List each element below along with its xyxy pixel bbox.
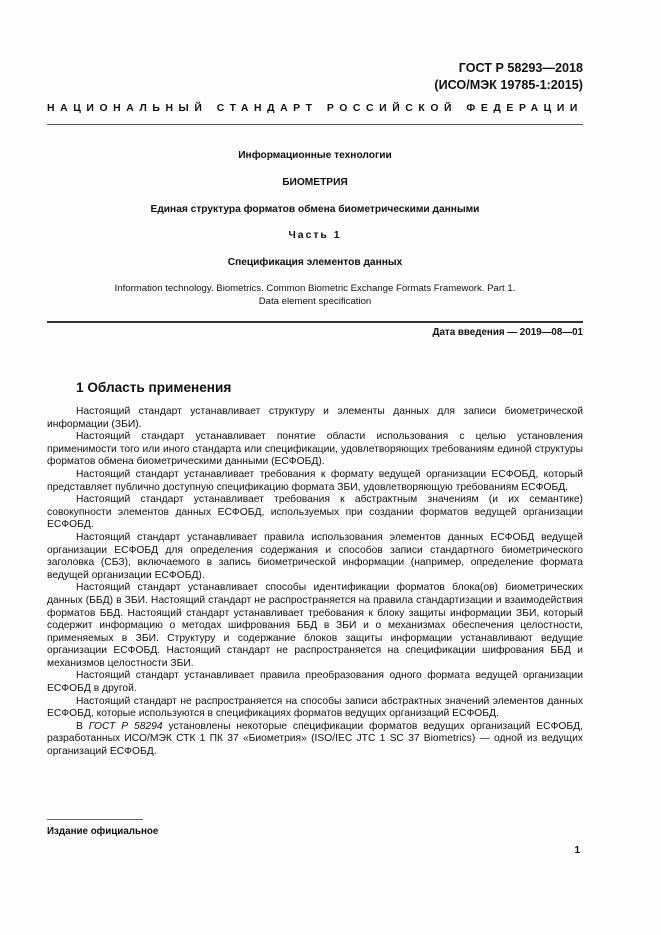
paragraph: Настоящий стандарт устанавливает правила преобразования одного формата ведущей организации ЕСФОБД в другой. <box>47 670 583 695</box>
paragraph: Настоящий стандарт устанавливает структуру и элементы данных для записи биометрической информации (ЗБИ). <box>47 406 583 430</box>
gost-reference-link[interactable]: ГОСТ Р 58294 <box>88 720 163 732</box>
title-divider <box>47 321 583 323</box>
title-line-4: Спецификация элементов данных <box>227 257 403 268</box>
english-title-line-2: Data element specification <box>258 295 372 307</box>
last-para-prefix: В <box>76 720 89 732</box>
part-label: Часть 1 <box>288 230 342 241</box>
paragraph: Настоящий стандарт устанавливает требования к формату ведущей организации ЕСФОБД, который представляет публично доступную спецификацию формата ЗБИ, удовлетворяющую требованиям ЕСФОБД. <box>47 468 583 493</box>
introduction-date: Дата введения — 2019—08—01 <box>432 327 583 338</box>
paragraph: Настоящий стандарт устанавливает понятие области использования с целью установления применимости того или иного стандарта или спецификации, удовлетворяющих требованиям единой структуры форматов обмена биометрическими данными (ЕСФОБД). <box>47 431 583 468</box>
paragraph-last <box>47 721 583 759</box>
national-standard-banner: НАЦИОНАЛЬНЫЙ СТАНДАРТ РОССИЙСКОЙ ФЕДЕРАЦИИ <box>47 103 583 114</box>
english-title <box>47 283 583 308</box>
section-body <box>47 406 583 759</box>
english-title-line-1: Information technology. Biometrics. Common Biometric Exchange Formats Framework. Part 1. <box>114 283 516 294</box>
paragraph: Настоящий стандарт устанавливает правила использования элементов данных ЕСФОБД ведущей организации ЕСФОБД для определения содержания и способов записи стандартного биометрического заголовка (СБЗ), включаемого в запись биометрической информации (например, определение формата ведущей организации ЕСФОБД). <box>47 531 583 581</box>
title-line-2: БИОМЕТРИЯ <box>282 177 348 188</box>
page-number: 1 <box>574 845 580 856</box>
standard-number: ГОСТ Р 58293—2018 <box>458 61 583 75</box>
paragraph: Настоящий стандарт не распространяется на способы записи абстрактных значений элементов данных ЕСФОБД, которые используются в спецификациях форматов ведущих организаций ЕСФОБД. <box>47 695 583 720</box>
title-line-3: Единая структура форматов обмена биометрическими данными <box>150 204 480 215</box>
title-line-1: Информационные технологии <box>238 150 392 161</box>
iso-reference: (ИСО/МЭК 19785-1:2015) <box>434 78 583 92</box>
header-divider <box>47 124 583 125</box>
last-para-rest: установлены некоторые спецификации форматов ведущих организаций ЕСФОБД, разработанных ИСО/МЭК СТК 1 ПК 37 «Биометрия» (ISO/IEC JTC 1 SC 37 Biometrics) — одной из ведущих организаций ЕСФОБД. <box>47 720 583 758</box>
footer-divider <box>47 819 143 820</box>
edition-label: Издание официальное <box>47 826 159 837</box>
paragraph: Настоящий стандарт устанавливает способы идентификации форматов блока(ов) биометрических данных (ББД) в ЗБИ. Настоящий стандарт не распространяется на правила стандартизации и взаимодействия форматов ББД. Настоящий стандарт устанавливает требования к блоку защиты информации ЗБИ, который содержит информацию о методах шифрования ББД в ЗБИ и о механизмах обеспечения целостности, применяемых в ЗБИ. Структуру и содержание блоков защиты информации устанавливают ведущие организации ЕСФОБД. Настоящий стандарт не распространяется на спецификации шифрования ББД и механизмов целостности ЗБИ. <box>47 582 583 669</box>
section-title: 1 Область применения <box>76 380 232 395</box>
paragraph: Настоящий стандарт устанавливает требования к абстрактным значениям (и их семантике) совокупности элементов данных ЕСФОБД, используемых при создании форматов ведущей организации ЕСФОБД. <box>47 494 583 531</box>
standard-designation <box>434 60 583 94</box>
